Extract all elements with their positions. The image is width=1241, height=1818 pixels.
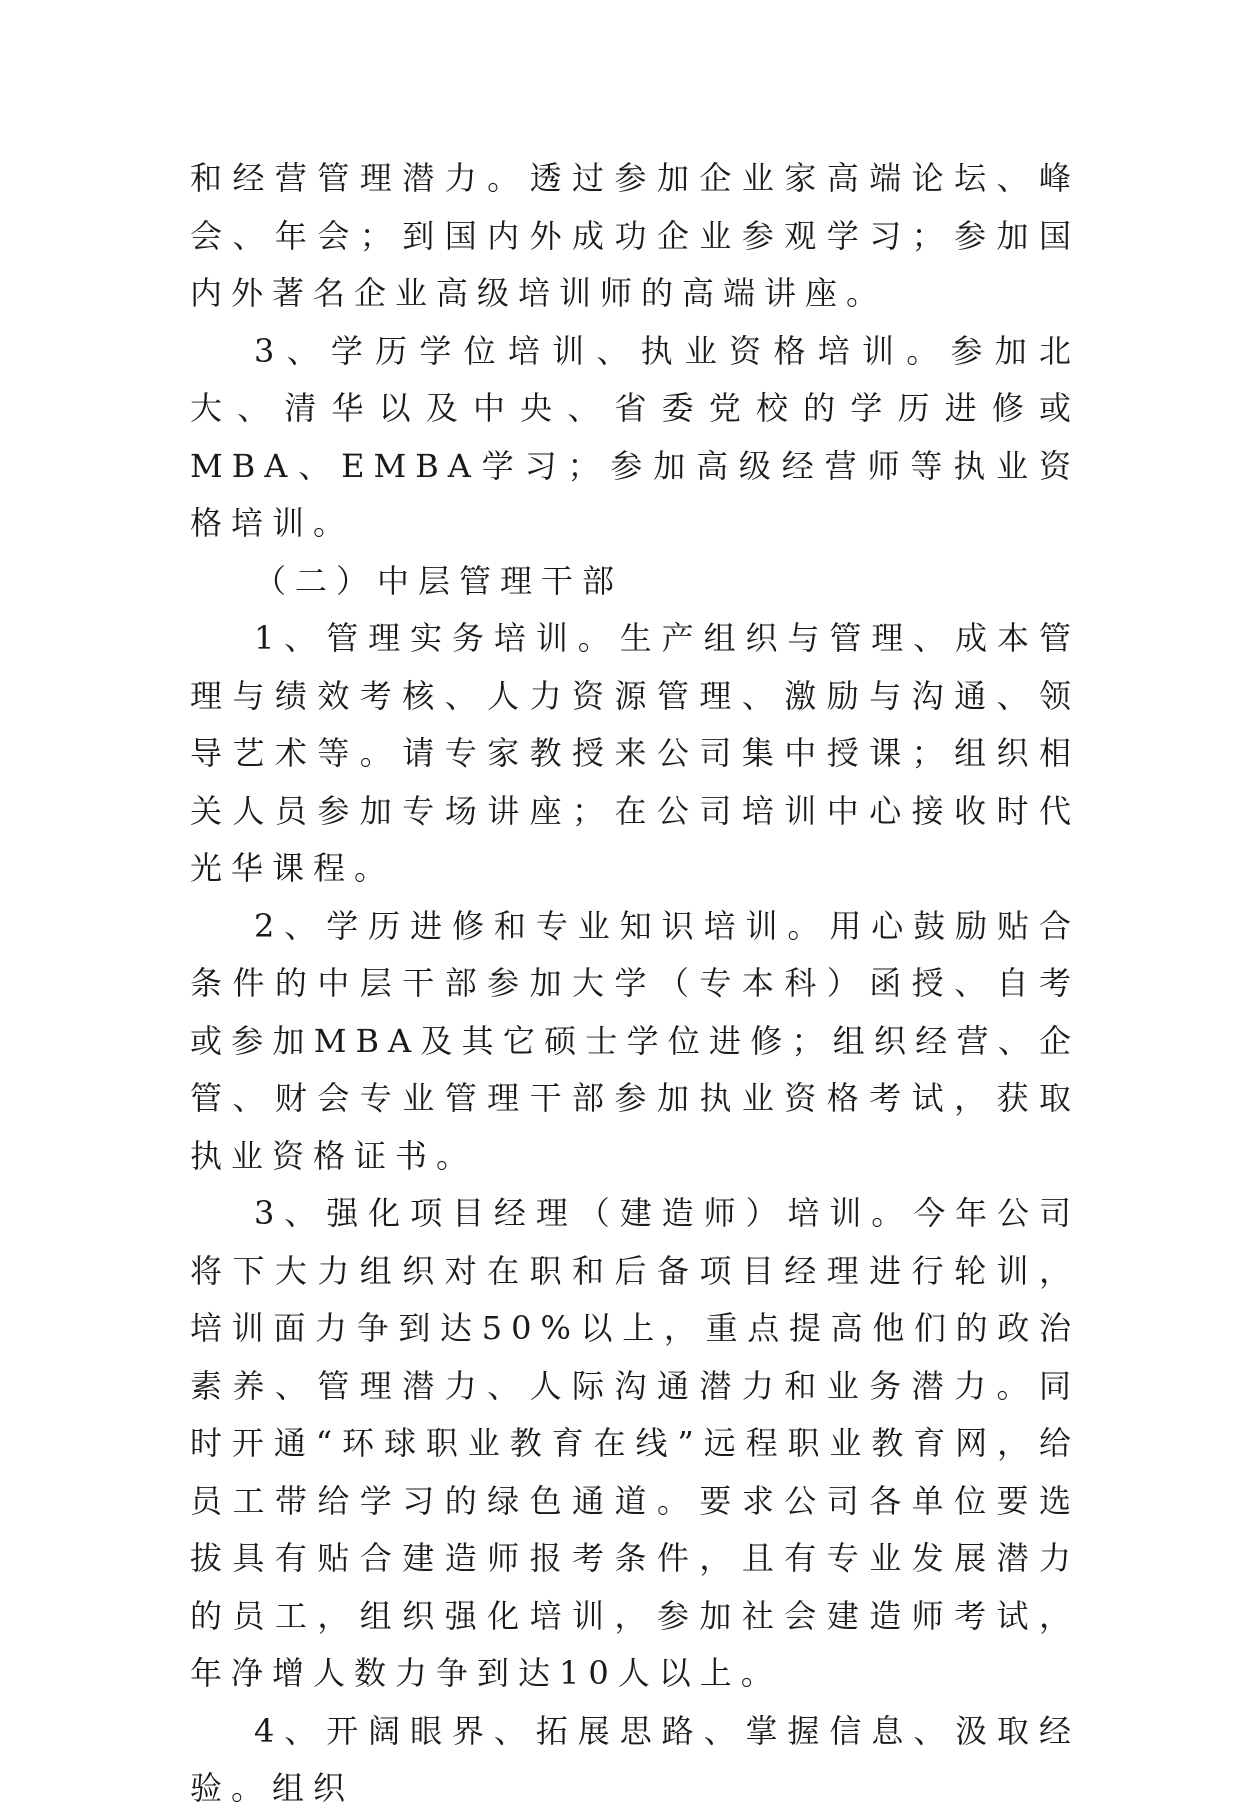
section-heading: （二）中层管理干部 bbox=[254, 561, 624, 600]
paragraph-6: 4、开阔眼界、拓展思路、掌握信息、汲取经验。组织 bbox=[190, 1711, 1080, 1807]
paragraph-4: 2、学历进修和专业知识培训。用心鼓励贴合条件的中层干部参加大学（专本科）函授、自考或参加MBA及其它硕士学位进修；组织经营、企管、财会专业管理干部参加执业资格考试，获取执业资格证书。 bbox=[190, 906, 1080, 1175]
paragraph-1: 和经营管理潜力。透过参加企业家高端论坛、峰会、年会；到国内外成功企业参观学习；参加国内外著名企业高级培训师的高端讲座。 bbox=[190, 159, 1080, 312]
paragraph-3: 1、管理实务培训。生产组织与管理、成本管理与绩效考核、人力资源管理、激励与沟通、领导艺术等。请专家教授来公司集中授课；组织相关人员参加专场讲座；在公司培训中心接收时代光华课程。 bbox=[190, 619, 1080, 887]
paragraph-2: 3、学历学位培训、执业资格培训。参加北大、清华以及中央、省委党校的学历进修或MBA、EMBA学习；参加高级经营师等执业资格培训。 bbox=[190, 331, 1080, 542]
document-page bbox=[190, 150, 1080, 1818]
paragraph-5: 3、强化项目经理（建造师）培训。今年公司将下大力组织对在职和后备项目经理进行轮训，培训面力争到达50%以上，重点提高他们的政治素养、管理潜力、人际沟通潜力和业务潜力。同时开通“环球职业教育在线”远程职业教育网，给员工带给学习的绿色通道。要求公司各单位要选拔具有贴合建造师报考条件，且有专业发展潜力的员工，组织强化培训，参加社会建造师考试，年净增人数力争到达10人以上。 bbox=[190, 1194, 1080, 1692]
